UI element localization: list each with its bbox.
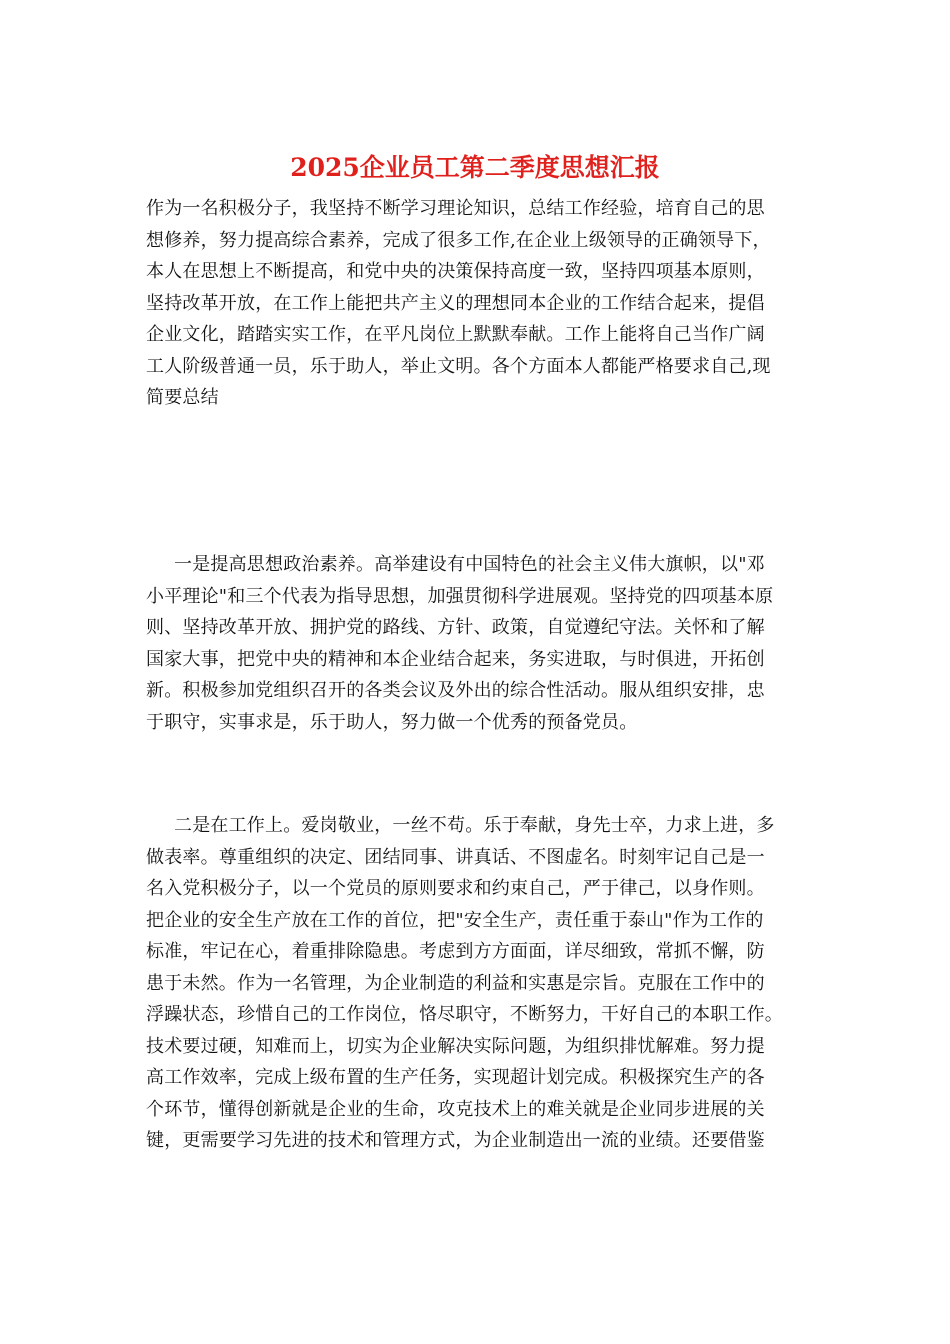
- paragraph-line: 本人在思想上不断提高，和党中央的决策保持高度一致，坚持四项基本原则，: [146, 261, 765, 282]
- paragraph-line: 企业文化，踏踏实实工作，在平凡岗位上默默奉献。工作上能将自己当作广阔: [146, 324, 765, 345]
- paragraph-line: 技术要过硬，知难而上，切实为企业解决实际问题，为组织排忧解难。努力提: [146, 1035, 765, 1057]
- paragraph-line: 作为一名积极分子，我坚持不断学习理论知识，总结工作经验，培育自己的思: [146, 198, 765, 219]
- work-paragraph: [146, 810, 806, 1157]
- paragraph-line: 则、坚持改革开放、拥护党的路线、方针、政策，自觉遵纪守法。关怀和了解: [146, 617, 765, 638]
- paragraph-line: 坚持改革开放，在工作上能把共产主义的理想同本企业的工作结合起来，提倡: [146, 292, 765, 314]
- paragraph-line: 做表率。尊重组织的决定、团结同事、讲真话、不图虚名。时刻牢记自己是一: [146, 846, 765, 868]
- document-title: 2025企业员工第二季度思想汇报: [290, 153, 660, 182]
- paragraph-line: 工人阶级普通一员，乐于助人，举止文明。各个方面本人都能严格要求自己,现: [146, 355, 771, 377]
- paragraph-line: 个环节，懂得创新就是企业的生命，攻克技术上的难关就是企业同步进展的关: [146, 1098, 765, 1120]
- paragraph-line: 浮躁状态，珍惜自己的工作岗位，恪尽职守，不断努力，干好自己的本职工作。: [146, 1004, 783, 1025]
- paragraph-line: 国家大事，把党中央的精神和本企业结合起来，务实进取，与时俱进，开拓创: [146, 648, 765, 670]
- paragraph-line: 一是提高思想政治素养。高举建设有中国特色的社会主义伟大旗帜，以"邓: [174, 554, 765, 575]
- paragraph-line: 高工作效率，完成上级布置的生产任务，实现超计划完成。积极探究生产的各: [146, 1067, 765, 1088]
- paragraph-line: 名入党积极分子，以一个党员的原则要求和约束自己，严于律己，以身作则。: [146, 878, 765, 899]
- paragraph-line: 简要总结: [146, 387, 219, 408]
- paragraph-line: 标准，牢记在心，着重排除隐患。考虑到方方面面，详尽细致，常抓不懈，防: [146, 941, 765, 962]
- political-quality-paragraph: [146, 549, 806, 738]
- paragraph-line: 新。积极参加党组织召开的各类会议及外出的综合性活动。服从组织安排，忠: [146, 680, 765, 701]
- paragraph-line: 小平理论"和三个代表为指导思想，加强贯彻科学进展观。坚持党的四项基本原: [146, 585, 774, 607]
- paragraph-line: 患于未然。作为一名管理，为企业制造的利益和实惠是宗旨。克服在工作中的: [146, 972, 765, 994]
- paragraph-line: 于职守，实事求是，乐于助人，努力做一个优秀的预备党员。: [146, 711, 638, 733]
- paragraph-line: 二是在工作上。爱岗敬业，一丝不苟。乐于奉献，身先士卒，力求上进，多: [174, 815, 775, 836]
- paragraph-line: 想修养，努力提高综合素养，完成了很多工作,在企业上级领导的正确领导下，: [146, 229, 771, 251]
- paragraph-line: 把企业的安全生产放在工作的首位，把"安全生产，责任重于泰山"作为工作的: [146, 909, 764, 931]
- paragraph-line: 键，更需要学习先进的技术和管理方式，为企业制造出一流的业绩。还要借鉴: [146, 1130, 765, 1151]
- intro-paragraph: [146, 193, 806, 414]
